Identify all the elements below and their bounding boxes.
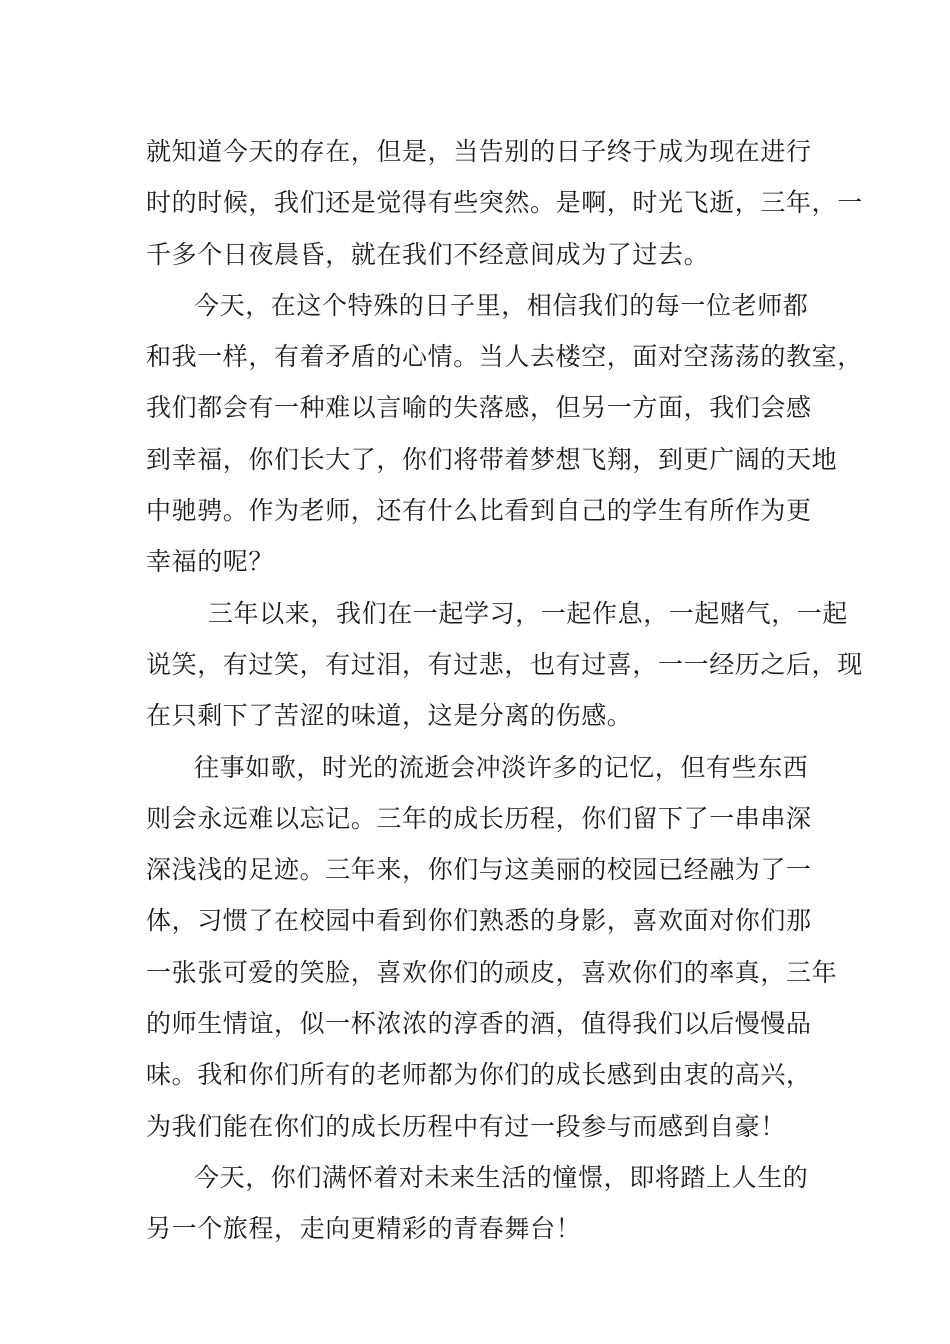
text-line: 和我一样，有着矛盾的心情。当人去楼空，面对空荡荡的教室， [146, 342, 863, 372]
text-line: 到幸福，你们长大了，你们将带着梦想飞翔，到更广阔的天地 [146, 444, 838, 474]
text-line: 另一个旅程，走向更精彩的青春舞台！ [146, 1214, 582, 1244]
text-line: 就知道今天的存在，但是，当告别的日子终于成为现在进行 [146, 137, 812, 166]
text-line: 三年以来，我们在一起学习，一起作息，一起赌气，一起 [208, 598, 849, 628]
text-line: 体，习惯了在校园中看到你们熟悉的身影，喜欢面对你们那 [146, 906, 812, 936]
text-line: 则会永远难以忘记。三年的成长历程，你们留下了一串串深 [146, 803, 812, 833]
text-line: 在只剩下了苦涩的味道，这是分离的伤感。 [146, 701, 633, 731]
text-line: 为我们能在你们的成长历程中有过一段参与而感到自豪！ [146, 1111, 787, 1141]
text-line: 千多个日夜晨昏，就在我们不经意间成为了过去。 [146, 239, 710, 269]
text-line: 中驰骋。作为老师，还有什么比看到自己的学生有所作为更 [146, 496, 812, 526]
text-line: 一张张可爱的笑脸，喜欢你们的顽皮，喜欢你们的率真，三年 [146, 957, 838, 987]
document-body [146, 126, 863, 1255]
paragraph [146, 126, 863, 280]
paragraph [146, 588, 863, 742]
text-line: 时的时候，我们还是觉得有些突然。是啊，时光飞逝，三年，一 [146, 188, 863, 218]
text-line: 幸福的呢？ [146, 547, 275, 577]
text-line: 今天，在这个特殊的日子里，相信我们的每一位老师都 [194, 290, 809, 320]
text-line: 说笑，有过笑，有过泪，有过悲，也有过喜，一一经历之后，现 [146, 649, 863, 679]
paragraph [146, 742, 838, 1152]
text-line: 深浅浅的足迹。三年来，你们与这美丽的校园已经融为了一 [146, 855, 812, 885]
text-line: 我们都会有一种难以言喻的失落感，但另一方面，我们会感 [146, 393, 812, 423]
text-line: 的师生情谊，似一杯浓浓的淳香的酒，值得我们以后慢慢品 [146, 1009, 812, 1039]
paragraph [146, 280, 863, 588]
text-line: 今天，你们满怀着对未来生活的憧憬，即将踏上人生的 [194, 1162, 809, 1192]
text-line: 往事如歌，时光的流逝会冲淡许多的记忆，但有些东西 [194, 752, 809, 782]
text-line: 味。我和你们所有的老师都为你们的成长感到由衷的高兴， [146, 1060, 812, 1090]
paragraph [146, 1152, 810, 1255]
